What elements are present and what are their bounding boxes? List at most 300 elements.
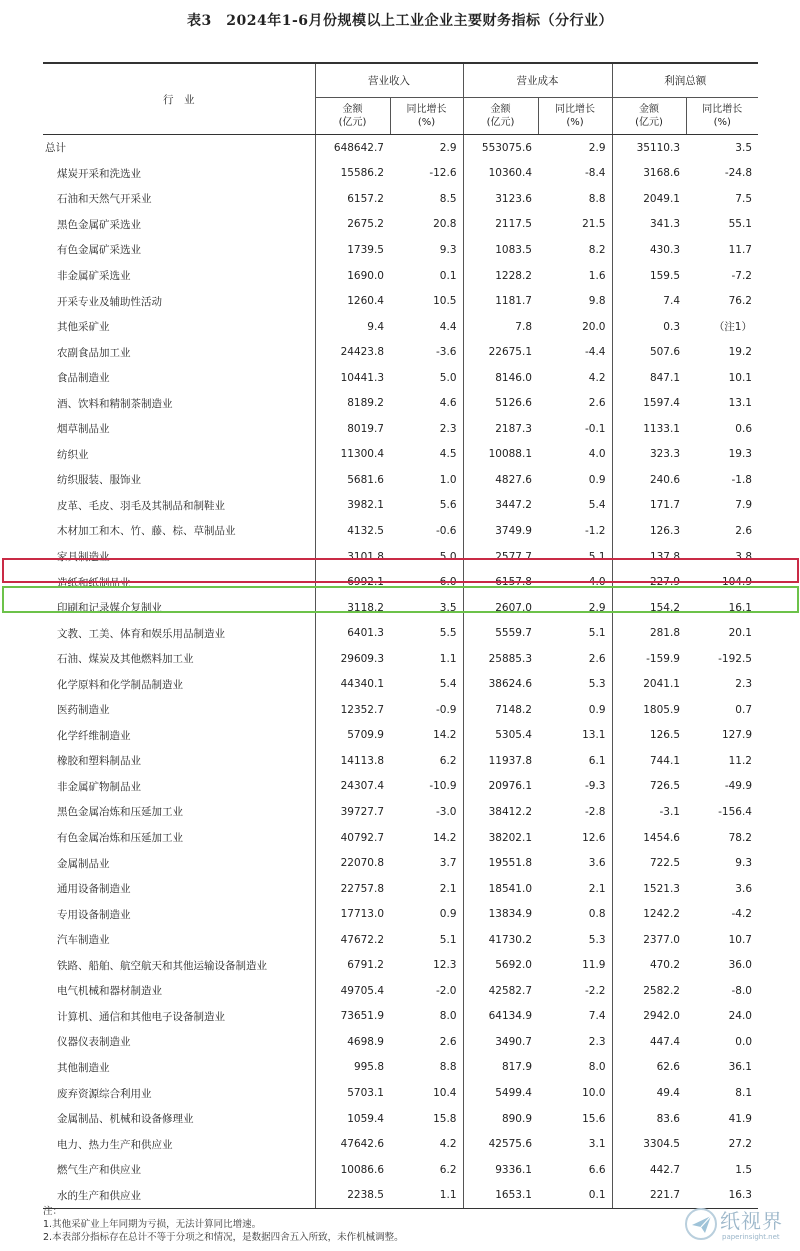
table-row — [43, 927, 758, 953]
revenue-amount-cell: 47672.2 — [315, 927, 390, 953]
profit-growth-cell: 104.9 — [721, 576, 752, 589]
table-row — [43, 646, 758, 672]
industry-name-cell: 食品制造业 — [57, 372, 110, 385]
revenue-growth-cell: 14.2 — [433, 831, 457, 844]
table-row — [43, 1055, 758, 1081]
revenue-growth-cell: 3.5 — [439, 601, 457, 614]
revenue-amount-cell: 2675.2 — [315, 212, 390, 238]
industry-name-cell: 橡胶和塑料制品业 — [57, 755, 141, 768]
profit-amount-cell: 442.7 — [612, 1157, 686, 1183]
amount-subheader: 金额 (亿元) — [463, 98, 538, 135]
revenue-amount-cell: 15586.2 — [315, 161, 390, 187]
profit-growth-cell: 24.0 — [728, 1010, 752, 1023]
revenue-growth-cell: 6.0 — [439, 576, 457, 589]
revenue-amount-cell: 40792.7 — [315, 825, 390, 851]
profit-amount-cell: 83.6 — [612, 1106, 686, 1132]
profit-growth-cell: -49.9 — [724, 780, 752, 793]
table-row — [43, 212, 758, 238]
cost-growth-cell: 3.1 — [588, 1138, 606, 1151]
profit-amount-cell: 49.4 — [612, 1080, 686, 1106]
footnote-1: 1.其他采矿业上年同期为亏损，无法计算同比增速。 — [43, 1219, 262, 1230]
profit-growth-cell: 2.6 — [735, 524, 752, 537]
revenue-growth-cell: 9.3 — [439, 243, 457, 256]
revenue-growth-cell: 10.4 — [433, 1087, 457, 1099]
revenue-amount-cell: 6791.2 — [315, 953, 390, 979]
industry-name-cell: 酒、饮料和精制茶制造业 — [57, 397, 173, 410]
table-row — [43, 288, 758, 314]
profit-amount-cell: 62.6 — [612, 1055, 686, 1081]
table-row — [43, 723, 758, 749]
revenue-growth-cell: 5.4 — [439, 678, 457, 691]
profit-amount-cell: 221.7 — [612, 1182, 686, 1208]
revenue-growth-cell: 2.9 — [439, 141, 457, 154]
revenue-amount-cell: 2238.5 — [315, 1182, 390, 1208]
cost-growth-cell: 0.8 — [588, 908, 606, 921]
profit-growth-cell: 16.1 — [728, 601, 752, 614]
table-row — [43, 901, 758, 927]
profit-amount-cell: 171.7 — [612, 493, 686, 519]
cost-growth-cell: 7.4 — [588, 1010, 606, 1023]
profit-amount-cell: -159.9 — [612, 646, 686, 672]
profit-amount-cell: 744.1 — [612, 748, 686, 774]
industry-column-header: 行 业 — [43, 63, 315, 135]
cost-amount-cell: 5692.0 — [463, 953, 538, 979]
profit-growth-cell: 16.3 — [686, 1182, 758, 1208]
profit-growth-cell: -8.0 — [731, 984, 752, 997]
industry-name-cell: 通用设备制造业 — [57, 883, 131, 896]
cost-amount-cell: 3123.6 — [463, 186, 538, 212]
cost-amount-cell: 5305.4 — [463, 723, 538, 749]
cost-group-header: 营业成本 — [463, 63, 612, 98]
amount-subheader: 金额 (亿元) — [612, 98, 686, 135]
industry-name-cell: 燃气生产和供应业 — [57, 1164, 141, 1177]
revenue-amount-cell: 24423.8 — [315, 339, 390, 365]
table-row — [43, 825, 758, 851]
revenue-amount-cell: 10441.3 — [315, 365, 390, 391]
profit-amount-cell: 1242.2 — [612, 901, 686, 927]
profit-growth-cell: 55.1 — [728, 218, 752, 231]
revenue-growth-cell: 5.1 — [439, 933, 457, 946]
profit-amount-cell: 1454.6 — [612, 825, 686, 851]
revenue-growth-cell: 1.1 — [390, 1182, 463, 1208]
revenue-growth-cell: 6.2 — [439, 754, 457, 767]
table-header — [43, 63, 758, 135]
cost-growth-cell: 0.1 — [538, 1182, 612, 1208]
table-row — [43, 467, 758, 493]
cost-growth-cell: -1.2 — [585, 524, 606, 537]
cost-amount-cell: 1181.7 — [463, 288, 538, 314]
revenue-amount-cell: 8019.7 — [315, 416, 390, 442]
profit-growth-cell: 3.6 — [735, 882, 752, 895]
profit-amount-cell: 1597.4 — [612, 390, 686, 416]
cost-amount-cell: 25885.3 — [463, 646, 538, 672]
industry-name-cell: 造纸和纸制品业 — [57, 576, 131, 589]
profit-amount-cell: 2377.0 — [612, 927, 686, 953]
cost-growth-cell: 2.3 — [588, 1035, 606, 1048]
revenue-growth-cell: 14.2 — [433, 729, 457, 742]
table-row — [43, 442, 758, 468]
profit-amount-cell: 430.3 — [612, 237, 686, 263]
industry-name-cell: 汽车制造业 — [57, 934, 110, 947]
industry-name-cell: 纺织服装、服饰业 — [57, 474, 141, 487]
cost-amount-cell: 11937.8 — [463, 748, 538, 774]
revenue-growth-cell: 2.1 — [439, 882, 457, 895]
industry-name-cell: 非金属矿采选业 — [57, 270, 131, 282]
industry-name-cell: 烟草制品业 — [57, 423, 110, 436]
profit-amount-cell: -3.1 — [612, 799, 686, 825]
profit-growth-cell: 11.2 — [728, 754, 752, 767]
revenue-group-header: 营业收入 — [315, 63, 463, 98]
cost-amount-cell: 553075.6 — [463, 135, 538, 161]
table-row — [43, 671, 758, 697]
cost-growth-cell: 5.3 — [588, 933, 606, 946]
revenue-growth-cell: -10.9 — [429, 780, 457, 793]
profit-amount-cell: 507.6 — [612, 339, 686, 365]
profit-amount-cell: 126.3 — [612, 518, 686, 544]
profit-amount-cell: 2582.2 — [612, 978, 686, 1004]
table-row — [43, 263, 758, 289]
cost-growth-cell: 5.4 — [588, 499, 606, 512]
watermark-url: paperinsight.net — [722, 1233, 780, 1241]
highlight-box-printing-industry — [2, 586, 799, 613]
table-row — [43, 390, 758, 416]
industry-name-cell: 化学纤维制造业 — [57, 729, 131, 742]
revenue-amount-cell: 1690.0 — [315, 263, 390, 289]
cost-amount-cell: 817.9 — [463, 1055, 538, 1081]
revenue-growth-cell: 0.9 — [439, 908, 457, 921]
revenue-growth-cell: 8.0 — [439, 1010, 457, 1023]
table-title: 表3 2024年1-6月份规模以上工业企业主要财务指标（分行业） — [187, 13, 613, 29]
industry-name-cell: 金属制品、机械和设备修理业 — [57, 1113, 194, 1126]
profit-growth-cell: 78.2 — [728, 831, 752, 844]
profit-amount-cell: 3168.6 — [612, 161, 686, 187]
cost-growth-cell: -2.2 — [585, 984, 606, 997]
revenue-amount-cell: 39727.7 — [315, 799, 390, 825]
table-row — [43, 748, 758, 774]
revenue-growth-cell: 1.0 — [439, 473, 457, 486]
profit-growth-cell: 41.9 — [728, 1112, 752, 1125]
table-row — [43, 339, 758, 365]
revenue-amount-cell: 44340.1 — [315, 671, 390, 697]
table-row — [43, 876, 758, 902]
profit-amount-cell: 447.4 — [612, 1029, 686, 1055]
revenue-growth-cell: -0.6 — [436, 524, 457, 537]
profit-amount-cell: 341.3 — [612, 212, 686, 238]
profit-growth-cell: 10.1 — [728, 371, 752, 384]
revenue-growth-cell: 5.0 — [439, 371, 457, 384]
industry-name-cell: 铁路、船舶、航空航天和其他运输设备制造业 — [57, 959, 267, 972]
revenue-growth-cell: -12.6 — [429, 167, 457, 180]
industry-name-cell: 农副食品加工业 — [57, 346, 131, 359]
revenue-growth-cell: 2.6 — [439, 1035, 457, 1048]
table-row — [43, 518, 758, 544]
revenue-amount-cell: 10086.6 — [315, 1157, 390, 1183]
profit-growth-cell: -156.4 — [718, 805, 752, 818]
profit-amount-cell: 847.1 — [612, 365, 686, 391]
industry-name-cell: 非金属矿物制品业 — [57, 780, 141, 793]
cost-growth-cell: 8.0 — [588, 1061, 606, 1074]
profit-amount-cell: 159.5 — [612, 263, 686, 289]
table-row — [43, 953, 758, 979]
profit-growth-cell: 13.1 — [728, 397, 752, 410]
revenue-amount-cell: 24307.4 — [315, 774, 390, 800]
cost-growth-cell: 8.2 — [588, 243, 606, 256]
cost-growth-cell: -4.4 — [585, 346, 606, 359]
revenue-amount-cell: 11300.4 — [315, 442, 390, 468]
cost-amount-cell: 1653.1 — [463, 1182, 538, 1208]
profit-amount-cell: 227.9 — [612, 569, 686, 595]
cost-growth-cell: 2.6 — [588, 397, 606, 410]
cost-amount-cell: 8146.0 — [463, 365, 538, 391]
industry-name-cell: 开采专业及辅助性活动 — [57, 295, 162, 308]
revenue-growth-cell: 10.5 — [433, 295, 457, 308]
revenue-growth-cell: 5.6 — [439, 499, 457, 512]
cost-amount-cell: 38202.1 — [463, 825, 538, 851]
profit-growth-cell: -4.2 — [731, 908, 752, 921]
financial-indicators-table — [43, 62, 758, 1209]
cost-amount-cell: 2577.7 — [463, 544, 538, 570]
profit-amount-cell: 240.6 — [612, 467, 686, 493]
revenue-growth-cell: 1.1 — [439, 652, 457, 665]
profit-amount-cell: 154.2 — [612, 595, 686, 621]
industry-name-cell: 总计 — [45, 142, 66, 155]
profit-growth-cell: 76.2 — [728, 295, 752, 308]
cost-growth-cell: -9.3 — [585, 780, 606, 793]
cost-amount-cell: 3490.7 — [463, 1029, 538, 1055]
profit-amount-cell: 126.5 — [612, 723, 686, 749]
table-body — [43, 135, 758, 1209]
table-row — [43, 493, 758, 519]
industry-name-cell: 废弃资源综合利用业 — [57, 1087, 152, 1100]
profit-growth-cell: 8.1 — [735, 1087, 752, 1099]
cost-growth-cell: 2.6 — [588, 652, 606, 665]
profit-growth-cell: 127.9 — [721, 729, 752, 742]
profit-growth-cell: 0.6 — [735, 422, 752, 435]
footnote-2: 2.本表部分指标存在总计不等于分项之和情况，是数据四舍五入所致，未作机械调整。 — [43, 1232, 404, 1243]
profit-growth-cell: 11.7 — [728, 243, 752, 256]
cost-amount-cell: 9336.1 — [463, 1157, 538, 1183]
cost-growth-cell: 6.1 — [588, 754, 606, 767]
highlight-box-paper-industry — [2, 558, 799, 583]
cost-amount-cell: 5126.6 — [463, 390, 538, 416]
cost-growth-cell: 5.1 — [588, 627, 606, 640]
cost-amount-cell: 3447.2 — [463, 493, 538, 519]
revenue-amount-cell: 8189.2 — [315, 390, 390, 416]
revenue-growth-cell: 12.3 — [433, 959, 457, 972]
revenue-amount-cell: 6401.3 — [315, 620, 390, 646]
profit-growth-cell: -192.5 — [718, 652, 752, 665]
revenue-amount-cell: 3982.1 — [315, 493, 390, 519]
profit-amount-cell: 7.4 — [612, 288, 686, 314]
revenue-growth-cell: -3.0 — [436, 805, 457, 818]
table-row — [43, 774, 758, 800]
table-row — [43, 1080, 758, 1106]
revenue-growth-cell: -3.6 — [436, 346, 457, 359]
growth-subheader: 同比增长 (%) — [686, 98, 758, 135]
profit-growth-cell: 9.3 — [735, 857, 752, 870]
profit-amount-cell: 470.2 — [612, 953, 686, 979]
profit-growth-cell: （注1） — [713, 321, 752, 334]
cost-amount-cell: 10088.1 — [463, 442, 538, 468]
growth-subheader: 同比增长 (%) — [390, 98, 463, 135]
industry-name-cell: 纺织业 — [57, 448, 89, 461]
watermark-logo — [684, 1203, 794, 1247]
industry-name-cell: 化学原料和化学制品制造业 — [57, 678, 183, 691]
profit-growth-cell: 19.2 — [728, 346, 752, 359]
table-row — [43, 1106, 758, 1132]
cost-growth-cell: 12.6 — [582, 831, 606, 844]
cost-amount-cell: 6157.8 — [463, 569, 538, 595]
revenue-growth-cell: 0.1 — [439, 269, 457, 282]
industry-name-cell: 文教、工美、体育和娱乐用品制造业 — [57, 627, 225, 640]
cost-growth-cell: 5.1 — [588, 550, 606, 563]
table-row — [43, 1004, 758, 1030]
profit-growth-cell: 36.0 — [728, 959, 752, 972]
revenue-amount-cell: 5681.6 — [315, 467, 390, 493]
cost-growth-cell: 10.0 — [582, 1087, 606, 1099]
table-row — [43, 416, 758, 442]
profit-growth-cell: 19.3 — [728, 448, 752, 461]
cost-amount-cell: 18541.0 — [463, 876, 538, 902]
cost-growth-cell: 4.0 — [588, 448, 606, 461]
table-row — [43, 365, 758, 391]
cost-growth-cell: 2.9 — [588, 601, 606, 614]
profit-growth-cell: -24.8 — [724, 167, 752, 180]
profit-amount-cell: 137.8 — [612, 544, 686, 570]
amount-subheader: 金额 (亿元) — [315, 98, 390, 135]
cost-growth-cell: 3.6 — [588, 857, 606, 870]
profit-amount-cell: 323.3 — [612, 442, 686, 468]
revenue-amount-cell: 6157.2 — [315, 186, 390, 212]
industry-name-cell: 黑色金属冶炼和压延加工业 — [57, 806, 183, 819]
industry-name-cell: 金属制品业 — [57, 857, 110, 870]
profit-growth-cell: 1.5 — [735, 1163, 752, 1176]
revenue-amount-cell: 1260.4 — [315, 288, 390, 314]
revenue-amount-cell: 73651.9 — [315, 1004, 390, 1030]
profit-growth-cell: -7.2 — [731, 269, 752, 282]
industry-name-cell: 专用设备制造业 — [57, 908, 131, 921]
cost-growth-cell: 5.3 — [588, 678, 606, 691]
cost-growth-cell: 2.9 — [588, 141, 606, 154]
cost-growth-cell: 0.9 — [588, 473, 606, 486]
profit-growth-cell: 0.0 — [735, 1035, 752, 1048]
industry-name-cell: 家具制造业 — [57, 551, 110, 564]
table-row — [43, 314, 758, 340]
profit-amount-cell: 1521.3 — [612, 876, 686, 902]
industry-name-cell: 石油、煤炭及其他燃料加工业 — [57, 653, 194, 666]
table-row — [43, 1131, 758, 1157]
industry-name-cell: 煤炭开采和洗选业 — [57, 167, 141, 180]
cost-amount-cell: 4827.6 — [463, 467, 538, 493]
profit-growth-cell: 0.7 — [735, 703, 752, 716]
revenue-amount-cell: 1739.5 — [315, 237, 390, 263]
industry-name-cell: 电力、热力生产和供应业 — [57, 1138, 173, 1151]
profit-amount-cell: 3304.5 — [612, 1131, 686, 1157]
cost-amount-cell: 2117.5 — [463, 212, 538, 238]
cost-amount-cell: 41730.2 — [463, 927, 538, 953]
industry-name-cell: 医药制造业 — [57, 704, 110, 717]
industry-name-cell: 电气机械和器材制造业 — [57, 985, 162, 998]
industry-name-cell: 水的生产和供应业 — [43, 1182, 315, 1208]
table-row — [43, 799, 758, 825]
cost-growth-cell: 4.2 — [588, 371, 606, 384]
revenue-amount-cell: 22757.8 — [315, 876, 390, 902]
revenue-amount-cell: 17713.0 — [315, 901, 390, 927]
profit-growth-cell: 7.9 — [735, 499, 752, 512]
cost-amount-cell: 42582.7 — [463, 978, 538, 1004]
cost-growth-cell: 9.8 — [588, 295, 606, 308]
revenue-growth-cell: 4.4 — [439, 320, 457, 333]
revenue-amount-cell: 5709.9 — [315, 723, 390, 749]
profit-amount-cell: 722.5 — [612, 850, 686, 876]
footnote-heading: 注： — [43, 1206, 63, 1217]
cost-growth-cell: 13.1 — [582, 729, 606, 742]
cost-growth-cell: 1.6 — [588, 269, 606, 282]
revenue-amount-cell: 6992.1 — [315, 569, 390, 595]
profit-growth-cell: 36.1 — [728, 1061, 752, 1074]
cost-growth-cell: 6.6 — [588, 1163, 606, 1176]
industry-name-cell: 其他制造业 — [57, 1061, 110, 1074]
profit-amount-cell: 2942.0 — [612, 1004, 686, 1030]
revenue-growth-cell: 4.6 — [439, 397, 457, 410]
cost-growth-cell: 15.6 — [582, 1112, 606, 1125]
cost-amount-cell: 7148.2 — [463, 697, 538, 723]
revenue-amount-cell: 4132.5 — [315, 518, 390, 544]
cost-amount-cell: 5559.7 — [463, 620, 538, 646]
profit-amount-cell: 1805.9 — [612, 697, 686, 723]
cost-amount-cell: 22675.1 — [463, 339, 538, 365]
revenue-growth-cell: 2.3 — [439, 422, 457, 435]
paper-plane-icon — [684, 1207, 718, 1241]
profit-growth-cell: 7.5 — [735, 192, 752, 205]
cost-amount-cell: 42575.6 — [463, 1131, 538, 1157]
cost-amount-cell: 1228.2 — [463, 263, 538, 289]
cost-amount-cell: 19551.8 — [463, 850, 538, 876]
cost-growth-cell: 8.8 — [588, 192, 606, 205]
revenue-amount-cell: 29609.3 — [315, 646, 390, 672]
profit-growth-cell: 20.1 — [728, 627, 752, 640]
profit-growth-cell: 27.2 — [728, 1138, 752, 1151]
industry-name-cell: 皮革、毛皮、羽毛及其制品和制鞋业 — [57, 499, 225, 512]
revenue-amount-cell: 3101.8 — [315, 544, 390, 570]
table-row — [43, 1157, 758, 1183]
growth-subheader: 同比增长 (%) — [538, 98, 612, 135]
cost-amount-cell: 2187.3 — [463, 416, 538, 442]
profit-amount-cell: 726.5 — [612, 774, 686, 800]
revenue-amount-cell: 22070.8 — [315, 850, 390, 876]
table-row — [43, 978, 758, 1004]
profit-amount-cell: 281.8 — [612, 620, 686, 646]
revenue-growth-cell: 4.5 — [439, 448, 457, 461]
profit-growth-cell: 10.7 — [728, 933, 752, 946]
revenue-amount-cell: 995.8 — [315, 1055, 390, 1081]
revenue-growth-cell: 15.8 — [433, 1112, 457, 1125]
revenue-amount-cell: 3118.2 — [315, 595, 390, 621]
industry-name-cell: 木材加工和木、竹、藤、棕、草制品业 — [57, 525, 236, 538]
revenue-growth-cell: 5.0 — [439, 550, 457, 563]
table-row — [43, 161, 758, 187]
cost-growth-cell: 11.9 — [582, 959, 606, 972]
industry-name-cell: 黑色金属矿采选业 — [57, 218, 141, 231]
cost-amount-cell: 64134.9 — [463, 1004, 538, 1030]
revenue-amount-cell: 5703.1 — [315, 1080, 390, 1106]
cost-amount-cell: 3749.9 — [463, 518, 538, 544]
profit-growth-cell: -1.8 — [731, 473, 752, 486]
cost-growth-cell: 20.0 — [582, 320, 606, 333]
watermark-name: 纸视界 — [720, 1209, 783, 1233]
revenue-amount-cell: 4698.9 — [315, 1029, 390, 1055]
profit-growth-cell: 2.3 — [735, 678, 752, 691]
